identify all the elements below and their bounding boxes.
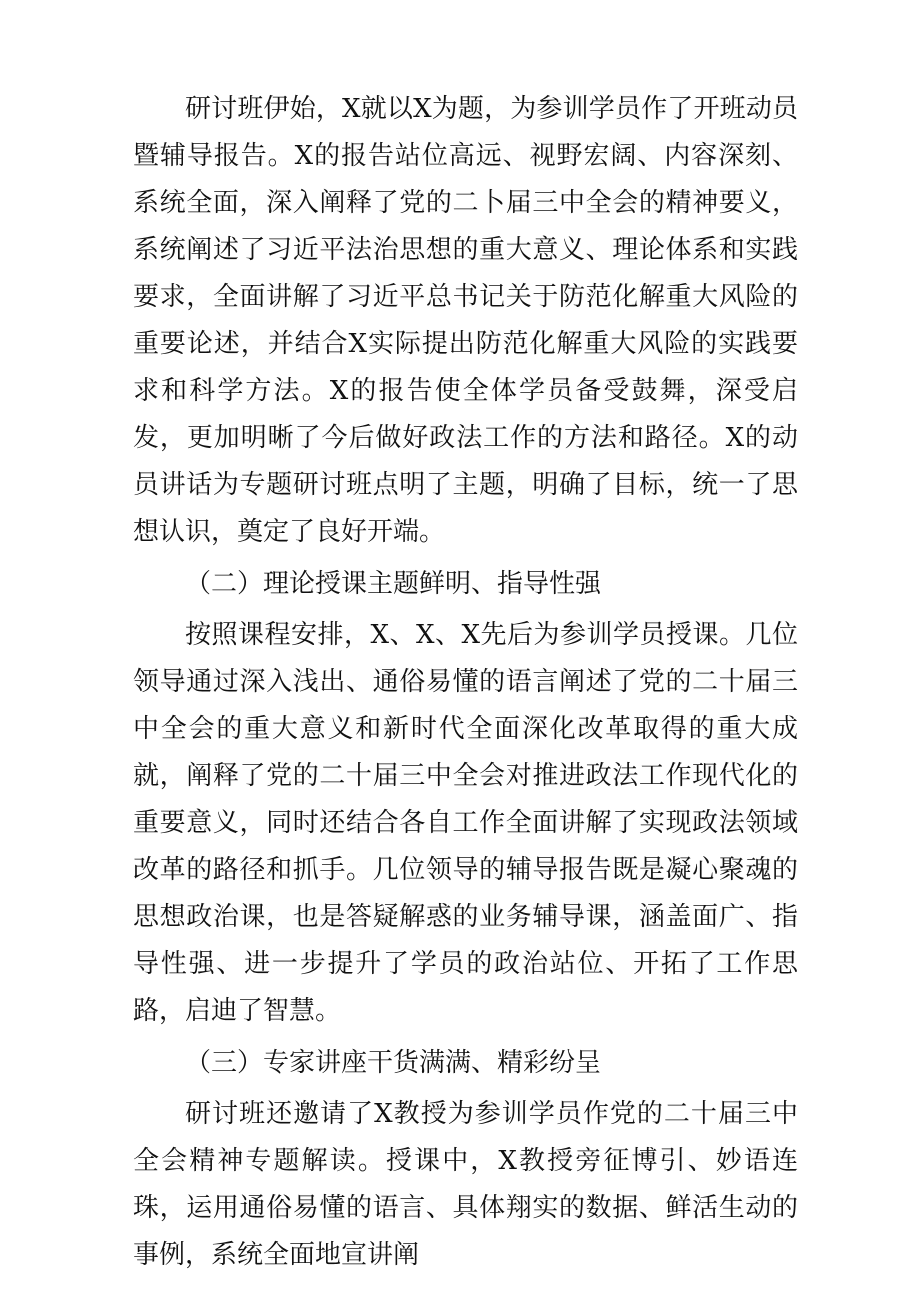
paragraph-theory-lectures: 按照课程安排，X、X、X先后为参训学员授课。几位领导通过深入浅出、通俗易懂的语言阐述了党的二十届三中全会的重大意义和新时代全面深化改革取得的重大成就，阐释了党的二十届三中全会对推进政法工作现代化的重要意义，同时还结合各自工作全面讲解了实现政法领域改革的路径和抓手。几位领导的辅导报告既是凝心聚魂的思想政治课，也是答疑解惑的业务辅导课，涵盖面广、指导性强、进一步提升了学员的政治站位、开拓了工作思路，启迪了智慧。 — [133, 620, 798, 1026]
paragraph-opening-report: 研讨班伊始，X就以X为题，为参训学员作了开班动员暨辅导报告。X的报告站位高远、视野宏阔、内容深刻、系统全面，深入阐释了党的二卜届三中全会的精神要义，系统阐述了习近平法治思想的重大意义、理论体系和实践要求，全面讲解了习近平总书记关于防范化解重大风险的重要论述，并结合X实际提出防范化解重大风险的实践要求和科学方法。X的报告使全体学员备受鼓舞，深受启发，更加明晰了今后做好政法工作的方法和路径。X的动员讲话为专题研讨班点明了主题，明确了目标，统一了思想认识，奠定了良好开端。 — [133, 94, 798, 547]
section-heading-theory-lectures: （二）理论授课主题鲜明、指导性强 — [185, 569, 602, 599]
section-heading-expert-lecture: （三）专家讲座干货满满、精彩纷呈 — [185, 1048, 602, 1078]
paragraph-expert-lecture: 研讨班还邀请了X教授为参训学员作党的二十届三中全会精神专题解读。授课中，X教授旁征博引、妙语连珠，运用通俗易懂的语言、具体翔实的数据、鲜活生动的事例，系统全面地宣讲阐 — [133, 1099, 798, 1270]
document-body — [133, 86, 798, 1279]
